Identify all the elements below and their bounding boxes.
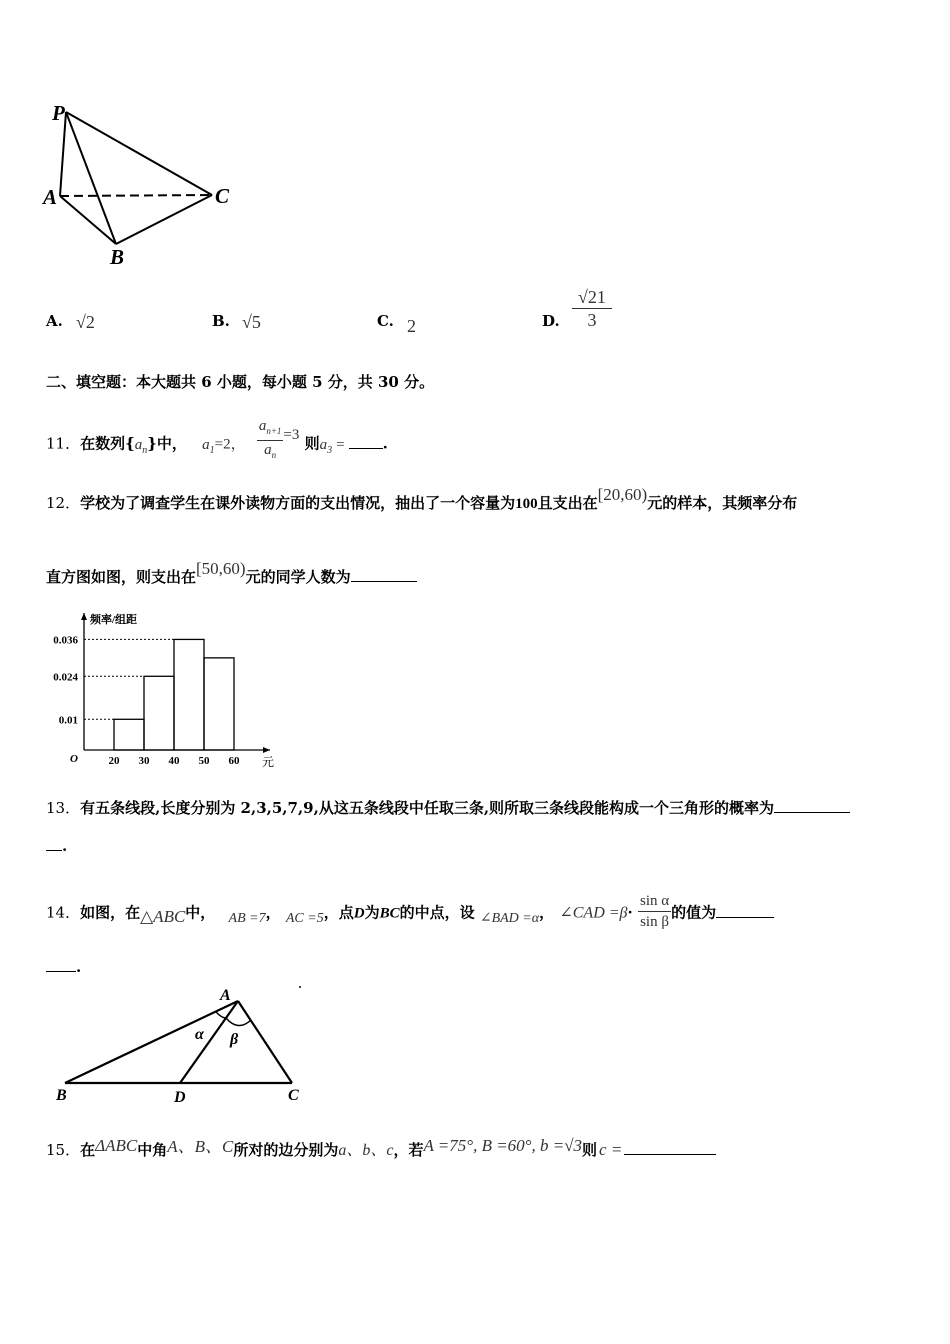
q14-bc: BC xyxy=(379,905,400,922)
q11-a3: $a_3$ xyxy=(319,436,333,456)
histogram-chart xyxy=(40,605,280,775)
tri-label-alpha: α xyxy=(195,1026,204,1043)
option-b-label: B. xyxy=(212,312,230,330)
q11-fraction: $\frac{a_{n+1}}{a_n}$ xyxy=(258,418,282,460)
section-title: 二、填空题：本大题共 6 小题，每小题 5 分，共 30 分。 xyxy=(46,373,435,391)
histogram-bar-1 xyxy=(114,719,144,750)
y-tick-label-3: 0.036 xyxy=(53,634,78,647)
q11-an: $a_n$ xyxy=(134,436,148,456)
q15-angles: A、B、C xyxy=(167,1137,234,1156)
histogram-bar-2 xyxy=(144,676,174,750)
q12-answer-blank[interactable] xyxy=(351,567,417,582)
q12-interval-1: [20,60) xyxy=(597,485,648,504)
question-11: 11．在数列$\{a_n\}$中， $a_1=2$， $\frac{a_{n+1}}{a_n}$ =3 则$a_3$ = . xyxy=(46,421,388,468)
q11-text-2: }中， xyxy=(147,434,187,453)
q11-text-1: 在数列{ xyxy=(80,434,135,453)
q14-answer-blank-1[interactable] xyxy=(716,903,774,918)
side-ac xyxy=(238,1001,292,1083)
x-tick-label-1: 20 xyxy=(108,755,120,767)
label-c: C xyxy=(215,184,230,208)
q14-text-7: 的值为 xyxy=(671,903,717,922)
q15-sides: a、b、c xyxy=(338,1142,394,1159)
q11-frac-eq: =3 xyxy=(283,426,300,443)
x-tick-label-2: 30 xyxy=(138,755,150,767)
y-axis-label: 频率/组距 xyxy=(90,614,138,626)
q13-text: 有五条线段,长度分别为 2,3,5,7,9,从这五条线段中任取三条,则所取三条线段能构成一个三角形的概率为 xyxy=(80,799,775,817)
q15-condition: A =75°, B =60°, b =√3 xyxy=(423,1136,583,1155)
q15-text-1: 在 xyxy=(80,1141,96,1159)
arc-beta xyxy=(226,1018,251,1026)
tri-label-b: B xyxy=(56,1087,67,1104)
q12-sample-size: 100 xyxy=(515,496,538,512)
q11-text-3: 则 xyxy=(304,434,320,453)
tri-label-c: C xyxy=(288,1087,299,1104)
q14-text-1: 如图，在 xyxy=(80,903,141,922)
q12-text-5: 元的同学人数为 xyxy=(245,568,351,586)
q14-text-4: 为 xyxy=(364,903,380,922)
q15-text-5: 则 xyxy=(582,1141,598,1159)
question-13 xyxy=(46,797,850,818)
x-axis-arrow xyxy=(263,747,270,753)
question-14: 14．如图，在△ABC中， AB =7， AC =5，点D为BC的中点，设 ∠BAD =α， ∠CAD =β· $\frac{\text{sin α}}{\text{sin β}}$ 的值为 xyxy=(46,893,774,934)
q12-text-1: 学校为了调查学生在课外读物方面的支出情况，抽出了一个容量为 xyxy=(80,494,516,512)
q12-text-2: 且支出在 xyxy=(537,494,598,512)
option-d-numerator: √21 xyxy=(572,286,612,309)
y-tick-label-1: 0.01 xyxy=(58,714,78,727)
q15-c: c = xyxy=(599,1140,623,1159)
q11-answer-blank[interactable] xyxy=(349,434,383,449)
edge-pb xyxy=(66,112,116,244)
option-a-value: √2 xyxy=(76,312,95,332)
question-15 xyxy=(46,1135,716,1160)
q14-text-5: 的中点，设 xyxy=(399,903,475,922)
q15-text-3: 所对的边分别为 xyxy=(233,1141,339,1159)
q14-triangle: △ABC xyxy=(140,906,186,926)
q12-text-3: 元的样本，其频率分布 xyxy=(647,494,798,512)
tri-label-a: A xyxy=(220,987,231,1004)
x-tick-label-4: 50 xyxy=(198,755,210,767)
edge-bc xyxy=(116,195,212,244)
option-c-label: C. xyxy=(377,312,394,330)
q14-ac: AC =5 xyxy=(285,910,324,926)
edge-ac-dashed xyxy=(60,195,212,196)
question-13-cont: . xyxy=(46,836,67,855)
q11-a1-eq: =2， xyxy=(214,436,246,453)
q14-point-d: D xyxy=(353,905,365,922)
q14-number: 14． xyxy=(46,903,81,922)
q13-answer-blank-1[interactable] xyxy=(774,798,850,813)
x-axis-label: 元 xyxy=(262,755,275,769)
q14-answer-blank-2[interactable] xyxy=(46,957,76,972)
q11-number: 11． xyxy=(46,434,81,453)
q15-triangle: ΔABC xyxy=(95,1136,138,1155)
histogram-bar-3 xyxy=(174,639,204,750)
q11-a1: $a_1$ xyxy=(202,436,215,456)
q14-ab: AB =7 xyxy=(228,910,266,926)
q15-answer-blank[interactable] xyxy=(624,1140,716,1155)
q14-fraction: $\frac{\text{sin α}}{\text{sin β}}$ xyxy=(639,893,670,930)
question-12-line-2 xyxy=(46,559,417,587)
q14-angle-cad: ∠CAD =β xyxy=(559,904,628,922)
tri-label-beta: β xyxy=(230,1031,239,1048)
side-ab xyxy=(65,1001,238,1083)
pyramid-figure xyxy=(40,98,240,270)
q12-number: 12． xyxy=(46,494,81,512)
y-axis-arrow xyxy=(81,613,87,620)
question-12-line-1 xyxy=(46,485,798,513)
label-p: P xyxy=(52,101,65,125)
option-b-value: √5 xyxy=(242,312,261,332)
label-a: A xyxy=(43,185,58,209)
origin-label: O xyxy=(70,753,78,765)
q14-text-3: ，点 xyxy=(323,903,354,922)
q13-answer-blank-2[interactable] xyxy=(46,836,62,851)
q11-a3-eq: = xyxy=(336,436,345,453)
corner-mark xyxy=(299,986,301,988)
option-d-label: D. xyxy=(542,312,560,330)
q14-angle-bad: ∠BAD =α xyxy=(479,910,540,926)
q12-text-4: 直方图如图，则支出在 xyxy=(46,568,197,586)
option-c-value: 2 xyxy=(407,316,416,336)
arc-alpha xyxy=(216,1012,227,1018)
q13-number: 13． xyxy=(46,799,81,817)
triangle-figure xyxy=(40,982,320,1108)
q15-text-4: ，若 xyxy=(393,1141,424,1159)
question-14-cont: . xyxy=(46,957,81,976)
histogram-bar-4 xyxy=(204,658,234,750)
q15-number: 15． xyxy=(46,1141,81,1159)
label-b: B xyxy=(110,245,125,269)
q15-text-2: 中角 xyxy=(137,1141,168,1159)
option-d-fraction xyxy=(572,286,612,331)
x-tick-label-3: 40 xyxy=(168,755,180,767)
option-a-label: A. xyxy=(46,312,63,330)
edge-pc xyxy=(66,112,212,195)
tri-label-d: D xyxy=(174,1089,186,1106)
q12-interval-2: [50,60) xyxy=(196,559,246,578)
q14-text-2: 中， xyxy=(185,903,216,922)
option-d-denominator: 3 xyxy=(587,310,597,330)
x-tick-label-5: 60 xyxy=(228,755,240,767)
y-tick-label-2: 0.024 xyxy=(53,671,78,684)
